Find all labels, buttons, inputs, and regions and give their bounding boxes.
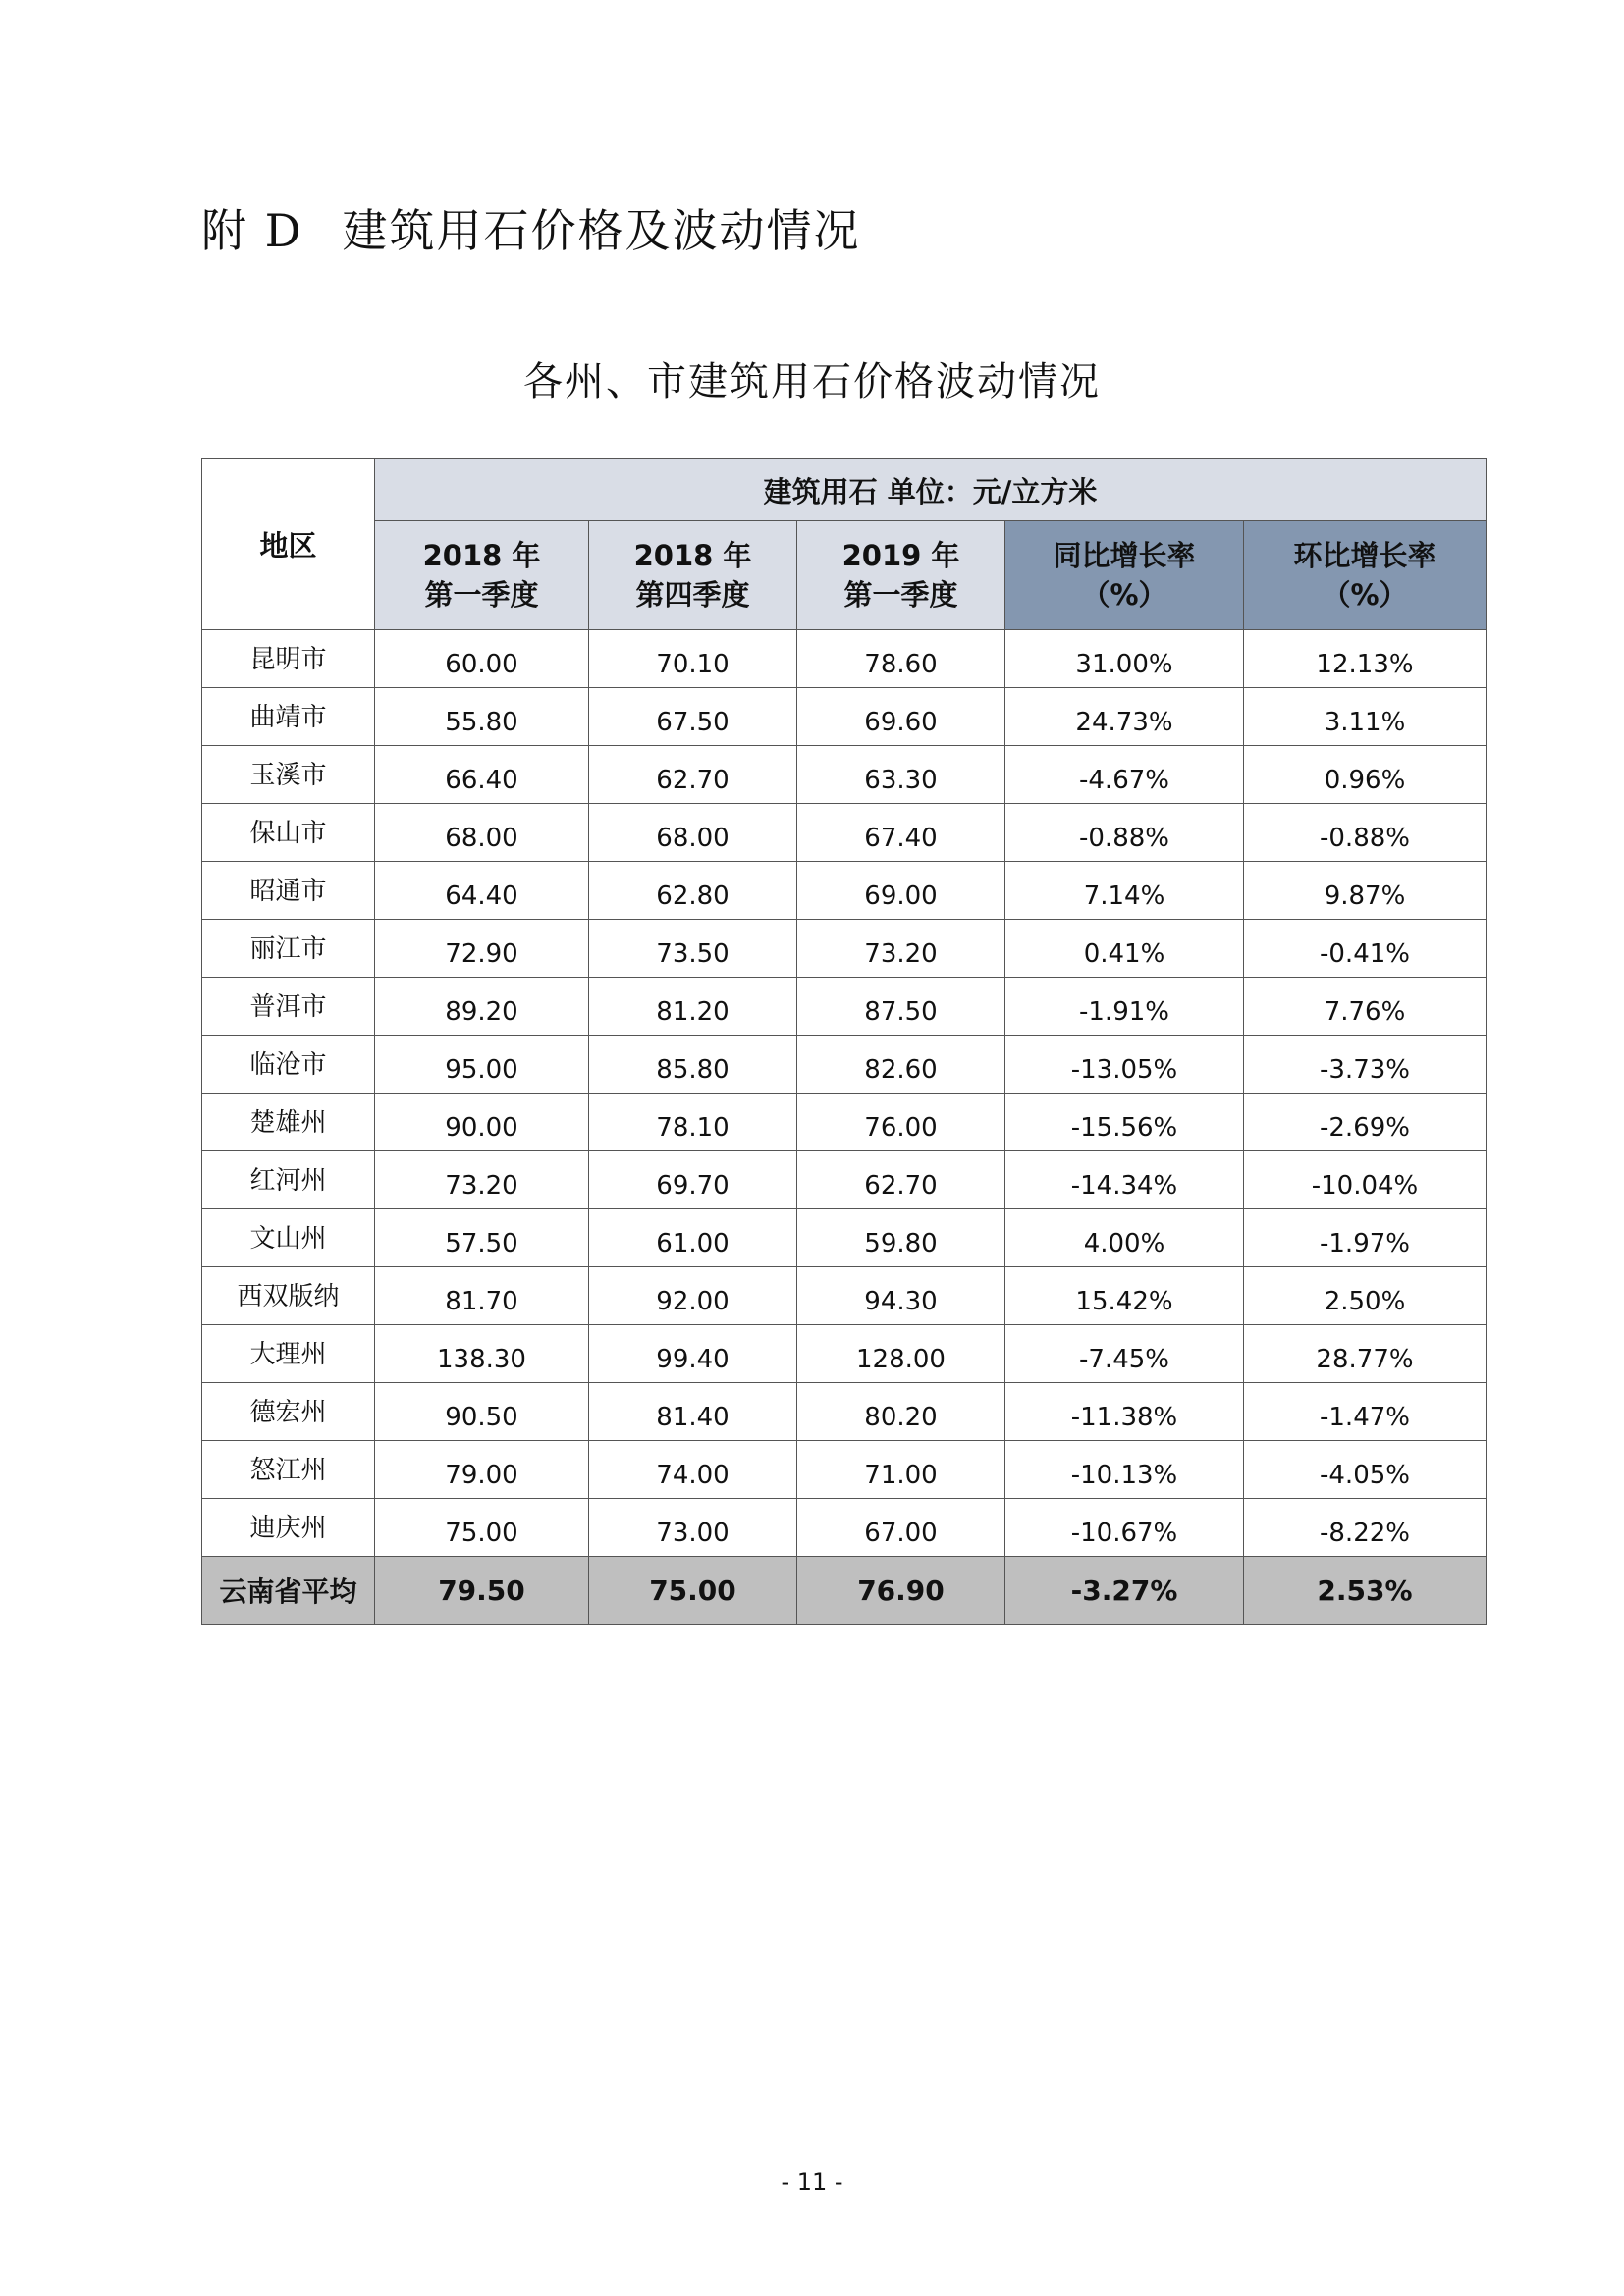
table-body	[202, 630, 1487, 1625]
value-cell: 69.00	[797, 862, 1005, 920]
value-cell: 7.14%	[1005, 862, 1244, 920]
region-cell: 楚雄州	[202, 1094, 375, 1151]
value-cell: -2.69%	[1244, 1094, 1487, 1151]
value-cell: 63.30	[797, 746, 1005, 804]
table-row	[202, 1441, 1487, 1499]
table-row	[202, 862, 1487, 920]
region-cell: 昆明市	[202, 630, 375, 688]
page-number: - 11 -	[781, 2168, 843, 2196]
region-cell: 曲靖市	[202, 688, 375, 746]
value-cell: -13.05%	[1005, 1036, 1244, 1094]
value-cell: 95.00	[375, 1036, 589, 1094]
region-cell: 文山州	[202, 1209, 375, 1267]
value-cell: 73.20	[797, 920, 1005, 978]
value-cell: 60.00	[375, 630, 589, 688]
value-cell: 73.50	[589, 920, 797, 978]
value-cell: -15.56%	[1005, 1094, 1244, 1151]
value-cell: 3.11%	[1244, 688, 1487, 746]
column-header: 环比增长率 （%）	[1244, 521, 1487, 630]
column-header: 2018 年 第四季度	[589, 521, 797, 630]
value-cell: 66.40	[375, 746, 589, 804]
value-cell: 72.90	[375, 920, 589, 978]
value-cell: -10.13%	[1005, 1441, 1244, 1499]
value-cell: 28.77%	[1244, 1325, 1487, 1383]
region-cell: 红河州	[202, 1151, 375, 1209]
table-row	[202, 1267, 1487, 1325]
value-cell: -8.22%	[1244, 1499, 1487, 1557]
value-cell: 64.40	[375, 862, 589, 920]
value-cell: 128.00	[797, 1325, 1005, 1383]
region-cell: 玉溪市	[202, 746, 375, 804]
table-row	[202, 1094, 1487, 1151]
average-row	[202, 1557, 1487, 1625]
region-cell: 大理州	[202, 1325, 375, 1383]
table-row	[202, 1325, 1487, 1383]
value-cell: 67.00	[797, 1499, 1005, 1557]
table-row	[202, 1151, 1487, 1209]
value-cell: 67.50	[589, 688, 797, 746]
region-cell: 西双版纳	[202, 1267, 375, 1325]
value-cell: 62.80	[589, 862, 797, 920]
value-cell: 81.40	[589, 1383, 797, 1441]
section-label: 附 D	[201, 204, 303, 257]
value-cell: -1.47%	[1244, 1383, 1487, 1441]
value-cell: -1.91%	[1005, 978, 1244, 1036]
value-cell: 15.42%	[1005, 1267, 1244, 1325]
value-cell: 78.60	[797, 630, 1005, 688]
region-header: 地区	[202, 459, 375, 630]
value-cell: 0.41%	[1005, 920, 1244, 978]
value-cell: -11.38%	[1005, 1383, 1244, 1441]
table-row	[202, 1499, 1487, 1557]
value-cell: 68.00	[375, 804, 589, 862]
value-cell: 87.50	[797, 978, 1005, 1036]
value-cell: 70.10	[589, 630, 797, 688]
value-cell: -3.73%	[1244, 1036, 1487, 1094]
price-table	[201, 458, 1487, 1625]
value-cell: 79.00	[375, 1441, 589, 1499]
table-row	[202, 920, 1487, 978]
table-row	[202, 1383, 1487, 1441]
region-cell: 普洱市	[202, 978, 375, 1036]
value-cell: 79.50	[375, 1557, 589, 1625]
value-cell: 76.00	[797, 1094, 1005, 1151]
region-cell: 德宏州	[202, 1383, 375, 1441]
value-cell: -0.41%	[1244, 920, 1487, 978]
column-header: 同比增长率 （%）	[1005, 521, 1244, 630]
value-cell: -14.34%	[1005, 1151, 1244, 1209]
column-header: 2018 年 第一季度	[375, 521, 589, 630]
value-cell: -3.27%	[1005, 1557, 1244, 1625]
section-heading	[201, 201, 861, 260]
region-cell: 丽江市	[202, 920, 375, 978]
value-cell: 4.00%	[1005, 1209, 1244, 1267]
column-header: 2019 年 第一季度	[797, 521, 1005, 630]
value-cell: 24.73%	[1005, 688, 1244, 746]
value-cell: 82.60	[797, 1036, 1005, 1094]
value-cell: 73.20	[375, 1151, 589, 1209]
value-cell: -7.45%	[1005, 1325, 1244, 1383]
section-title: 建筑用石价格及波动情况	[342, 204, 861, 257]
value-cell: 81.70	[375, 1267, 589, 1325]
value-cell: 81.20	[589, 978, 797, 1036]
value-cell: 69.70	[589, 1151, 797, 1209]
value-cell: -0.88%	[1005, 804, 1244, 862]
table-row	[202, 746, 1487, 804]
region-cell: 临沧市	[202, 1036, 375, 1094]
value-cell: 69.60	[797, 688, 1005, 746]
value-cell: 0.96%	[1244, 746, 1487, 804]
value-cell: 61.00	[589, 1209, 797, 1267]
value-cell: 76.90	[797, 1557, 1005, 1625]
value-cell: 67.40	[797, 804, 1005, 862]
value-cell: 99.40	[589, 1325, 797, 1383]
value-cell: 94.30	[797, 1267, 1005, 1325]
table-row	[202, 630, 1487, 688]
value-cell: -4.67%	[1005, 746, 1244, 804]
value-cell: 73.00	[589, 1499, 797, 1557]
value-cell: 71.00	[797, 1441, 1005, 1499]
table-row	[202, 688, 1487, 746]
region-cell: 云南省平均	[202, 1557, 375, 1625]
value-cell: 62.70	[797, 1151, 1005, 1209]
value-cell: 9.87%	[1244, 862, 1487, 920]
table-title: 各州、市建筑用石价格波动情况	[523, 359, 1101, 404]
value-cell: 90.50	[375, 1383, 589, 1441]
value-cell: 2.50%	[1244, 1267, 1487, 1325]
value-cell: 57.50	[375, 1209, 589, 1267]
table-row	[202, 804, 1487, 862]
value-cell: 2.53%	[1244, 1557, 1487, 1625]
value-cell: -10.04%	[1244, 1151, 1487, 1209]
table-row	[202, 1209, 1487, 1267]
region-cell: 怒江州	[202, 1441, 375, 1499]
region-cell: 昭通市	[202, 862, 375, 920]
region-cell: 保山市	[202, 804, 375, 862]
value-cell: 12.13%	[1244, 630, 1487, 688]
value-cell: 68.00	[589, 804, 797, 862]
value-cell: 90.00	[375, 1094, 589, 1151]
table-row	[202, 1036, 1487, 1094]
region-cell: 迪庆州	[202, 1499, 375, 1557]
value-cell: 138.30	[375, 1325, 589, 1383]
value-cell: -1.97%	[1244, 1209, 1487, 1267]
value-cell: -0.88%	[1244, 804, 1487, 862]
value-cell: 55.80	[375, 688, 589, 746]
value-cell: 89.20	[375, 978, 589, 1036]
value-cell: 92.00	[589, 1267, 797, 1325]
value-cell: 75.00	[589, 1557, 797, 1625]
value-cell: 78.10	[589, 1094, 797, 1151]
value-cell: 31.00%	[1005, 630, 1244, 688]
value-cell: 85.80	[589, 1036, 797, 1094]
value-cell: 75.00	[375, 1499, 589, 1557]
value-cell: 74.00	[589, 1441, 797, 1499]
value-cell: 7.76%	[1244, 978, 1487, 1036]
group-header: 建筑用石 单位：元/立方米	[375, 459, 1487, 521]
table-row	[202, 978, 1487, 1036]
value-cell: 80.20	[797, 1383, 1005, 1441]
value-cell: -10.67%	[1005, 1499, 1244, 1557]
value-cell: 59.80	[797, 1209, 1005, 1267]
value-cell: 62.70	[589, 746, 797, 804]
value-cell: -4.05%	[1244, 1441, 1487, 1499]
